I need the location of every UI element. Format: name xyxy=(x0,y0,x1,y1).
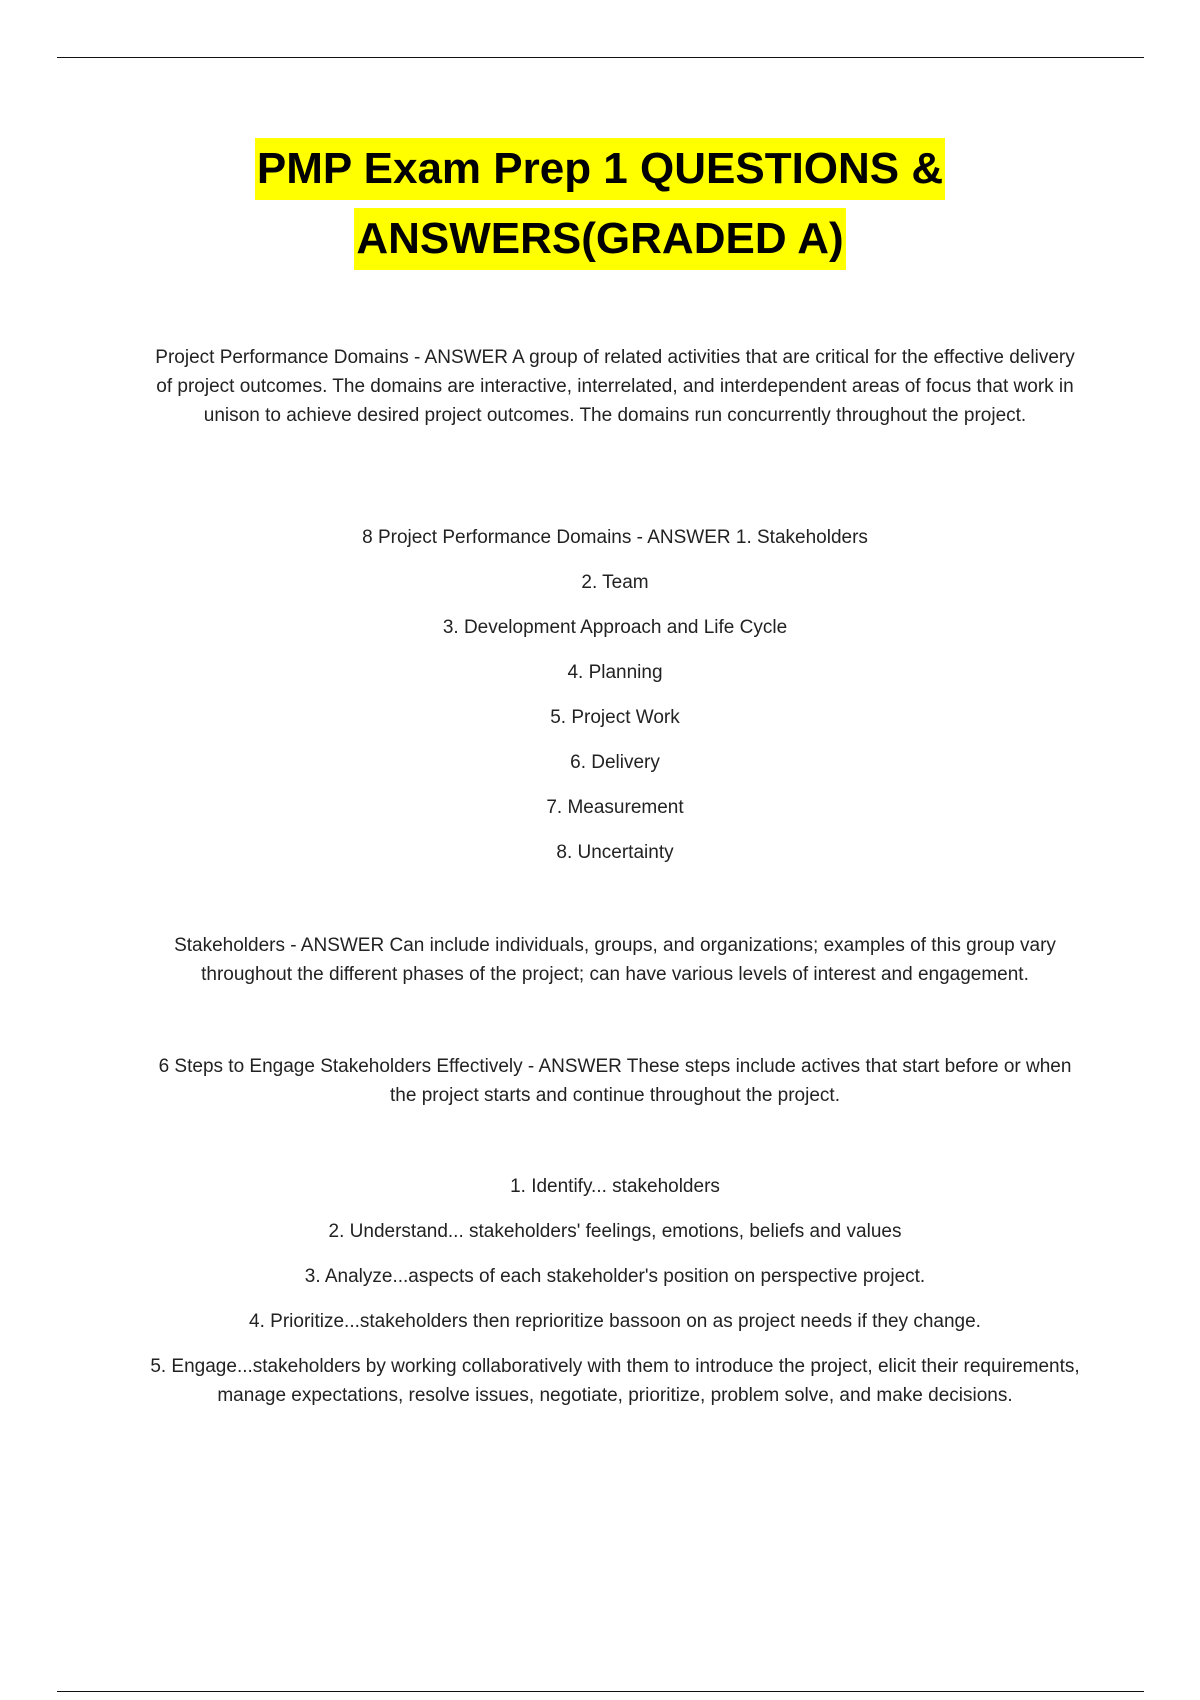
six-steps-section xyxy=(150,1052,1080,1410)
step-item: 5. Engage...stakeholders by working collaboratively with them to introduce the project, elicit their requirements, manage expectations, resolve issues, negotiate, prioritize, problem solve, and make decisions. xyxy=(150,1356,1080,1406)
domain-item: 3. Development Approach and Life Cycle xyxy=(442,617,788,638)
stakeholders-definition-paragraph: Stakeholders - ANSWER Can include individuals, groups, and organizations; examples of this group vary throughout the different phases of the project; can have various levels of interest and engagement. xyxy=(174,935,1056,985)
step-item: 2. Understand... stakeholders' feelings, emotions, beliefs and values xyxy=(328,1221,902,1242)
domains-definition-paragraph: Project Performance Domains - ANSWER A group of related activities that are critical for the effective delivery of project outcomes. The domains are interactive, interrelated, and interdependent areas of focus that work in unison to achieve desired project outcomes. The domains run concurrently throughout the project. xyxy=(155,347,1075,426)
title-line-2: ANSWERS(GRADED A) xyxy=(354,208,845,270)
domain-item: 5. Project Work xyxy=(550,707,680,728)
step-item: 3. Analyze...aspects of each stakeholder's position on perspective project. xyxy=(304,1266,926,1287)
eight-domains-heading: 8 Project Performance Domains - ANSWER 1. Stakeholders xyxy=(362,527,868,548)
domain-item: 4. Planning xyxy=(567,662,663,683)
step-item: 1. Identify... stakeholders xyxy=(510,1176,720,1197)
top-divider xyxy=(57,57,1144,58)
six-steps-heading: 6 Steps to Engage Stakeholders Effectively - ANSWER These steps include actives that start before or when the project starts and continue throughout the project. xyxy=(158,1056,1072,1106)
domain-item: 2. Team xyxy=(581,572,649,593)
domain-item: 6. Delivery xyxy=(570,752,660,773)
domain-item: 8. Uncertainty xyxy=(556,842,674,863)
step-item: 4. Prioritize...stakeholders then reprioritize bassoon on as project needs if they change. xyxy=(249,1311,981,1332)
title-line-1: PMP Exam Prep 1 QUESTIONS & xyxy=(255,138,945,200)
eight-domains-list xyxy=(150,523,1080,867)
bottom-divider xyxy=(57,1691,1144,1692)
page-title xyxy=(0,138,1200,278)
domain-item: 7. Measurement xyxy=(546,797,684,818)
